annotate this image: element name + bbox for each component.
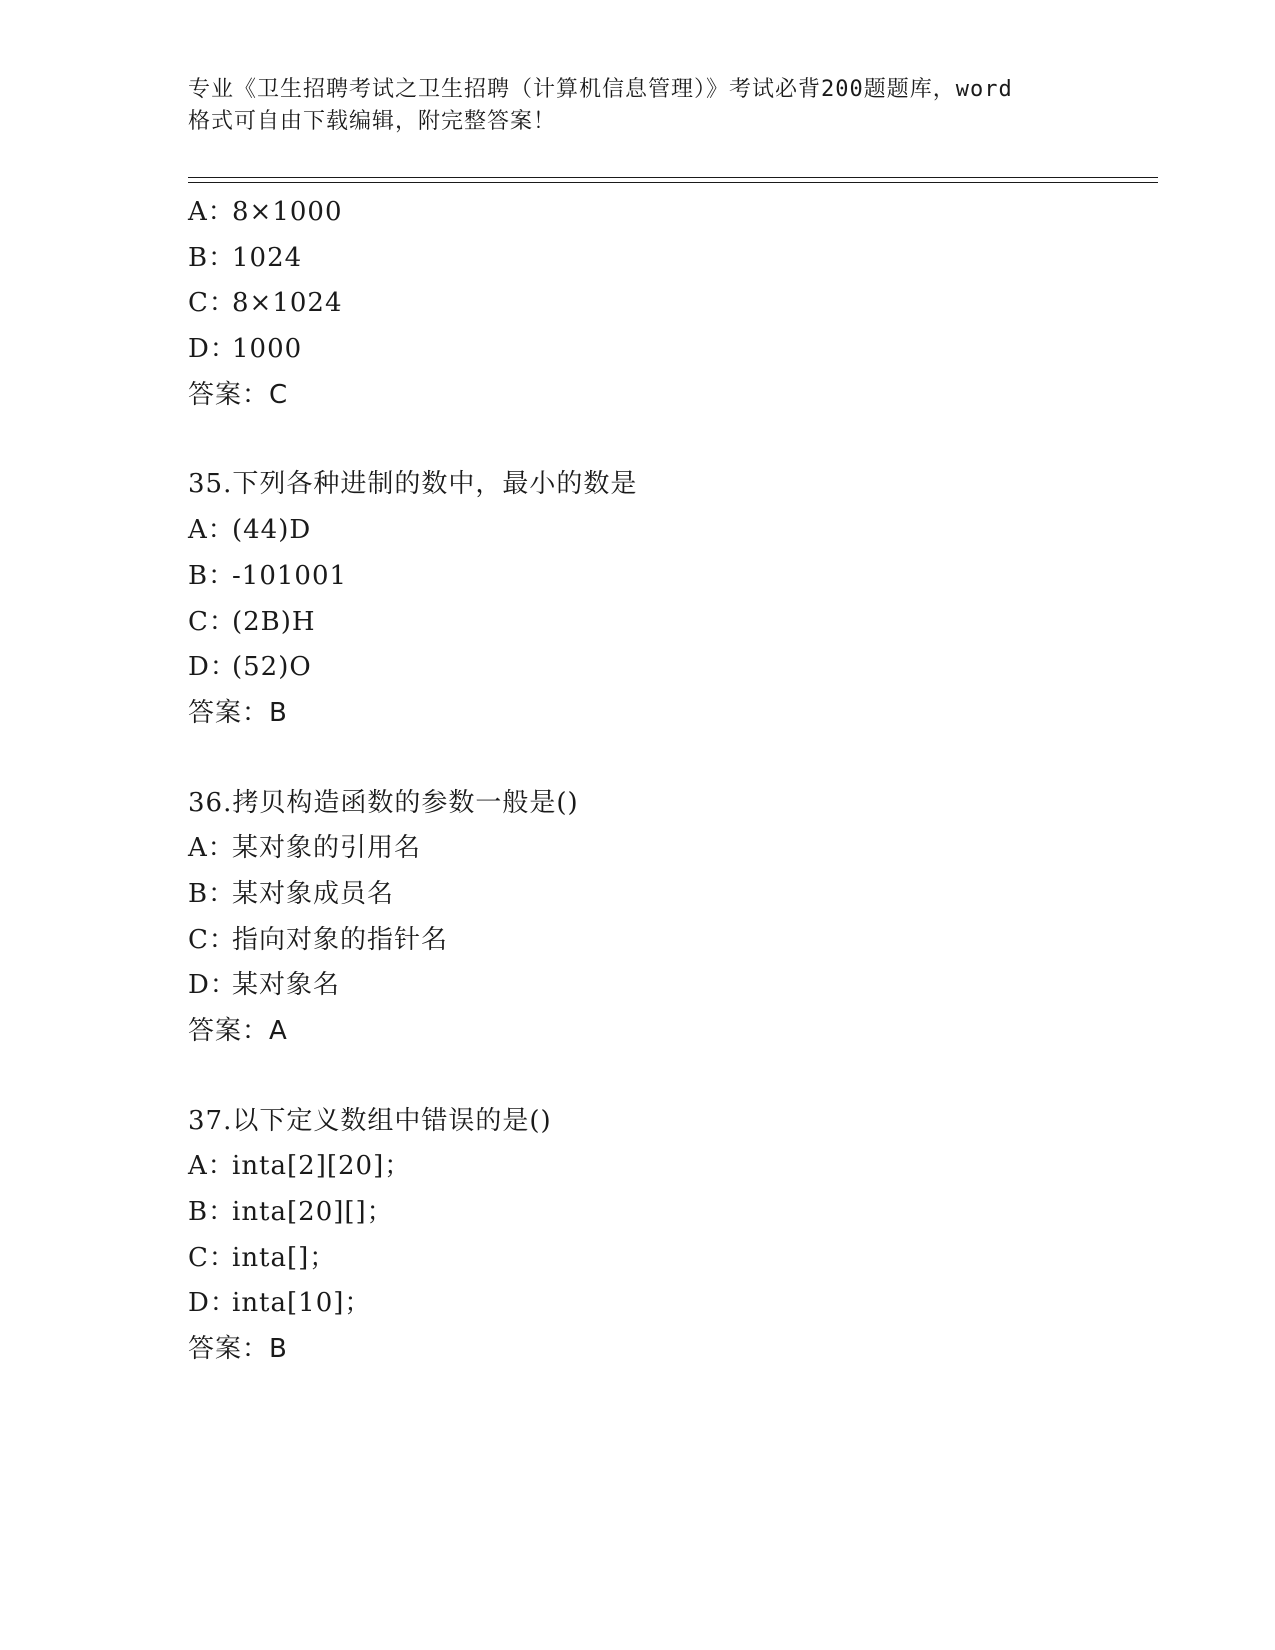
- option-b: [188, 872, 1148, 918]
- option-b: [188, 236, 1148, 282]
- option-key: A：: [188, 1151, 235, 1182]
- spacer: [188, 1055, 1148, 1099]
- option-key: A：: [188, 197, 235, 227]
- option-text: inta[2][20]；: [232, 1151, 412, 1182]
- option-key: A：: [188, 515, 235, 546]
- option-c: [188, 281, 1148, 327]
- option-b: [188, 554, 1148, 600]
- option-a: [188, 1144, 1148, 1190]
- answer-line: 答案：C: [188, 379, 289, 410]
- header-title-line-2: 格式可自由下载编辑，附完整答案！: [188, 109, 557, 134]
- option-key: D：: [188, 334, 237, 365]
- option-key: C：: [188, 606, 236, 637]
- question-stem: 37.以下定义数组中错误的是(): [188, 1105, 552, 1136]
- question-block-continued: [188, 190, 1148, 418]
- option-c: [188, 918, 1148, 964]
- option-text: 指向对象的指针名: [232, 924, 449, 955]
- option-a: [188, 826, 1148, 872]
- option-text: inta[]；: [232, 1242, 337, 1273]
- question-stem: 36.拷贝构造函数的参数一般是(): [188, 787, 579, 818]
- option-text: 8×1024: [232, 288, 343, 319]
- answer-line: 答案：B: [188, 697, 288, 728]
- option-text: 某对象的引用名: [232, 833, 422, 864]
- option-b: [188, 1190, 1148, 1236]
- document-header: [188, 74, 1088, 138]
- option-text: 某对象成员名: [232, 878, 395, 909]
- option-text: -101001: [232, 560, 348, 591]
- header-divider-top: [188, 177, 1158, 178]
- option-text: (52)O: [232, 652, 312, 683]
- option-d: [188, 963, 1148, 1009]
- option-text: (44)D: [232, 515, 312, 546]
- option-text: inta[20][]；: [232, 1197, 394, 1228]
- option-key: A：: [188, 833, 235, 864]
- option-text: (2B)H: [232, 606, 316, 637]
- option-c: [188, 1236, 1148, 1282]
- option-text: 某对象名: [232, 970, 341, 1001]
- option-key: C：: [188, 1242, 236, 1273]
- option-key: B：: [188, 560, 236, 591]
- header-divider-bottom: [188, 182, 1158, 183]
- question-block-35: [188, 462, 1148, 736]
- option-key: C：: [188, 924, 236, 955]
- option-key: D：: [188, 652, 237, 683]
- option-text: inta[10]；: [232, 1288, 372, 1319]
- answer-line: 答案：A: [188, 1016, 288, 1046]
- option-key: D：: [188, 970, 237, 1001]
- option-key: B：: [188, 242, 236, 273]
- question-stem: 35.下列各种进制的数中，最小的数是: [188, 469, 638, 500]
- question-block-37: [188, 1099, 1148, 1373]
- option-text: 8×1000: [232, 197, 343, 227]
- option-key: D：: [188, 1288, 237, 1319]
- option-text: 1024: [232, 242, 303, 273]
- option-text: 1000: [232, 334, 303, 365]
- question-block-36: [188, 781, 1148, 1055]
- option-key: B：: [188, 1197, 236, 1228]
- option-d: [188, 1281, 1148, 1327]
- option-d: [188, 645, 1148, 691]
- question-list: [188, 190, 1148, 1373]
- spacer: [188, 737, 1148, 781]
- option-a: [188, 190, 1148, 236]
- option-key: C：: [188, 288, 236, 319]
- option-c: [188, 600, 1148, 646]
- option-a: [188, 508, 1148, 554]
- answer-line: 答案：B: [188, 1334, 288, 1365]
- spacer: [188, 418, 1148, 462]
- header-title-line-1: 专业《卫生招聘考试之卫生招聘（计算机信息管理）》考试必背200题题库，word: [188, 77, 1013, 102]
- option-d: [188, 327, 1148, 373]
- option-key: B：: [188, 878, 236, 909]
